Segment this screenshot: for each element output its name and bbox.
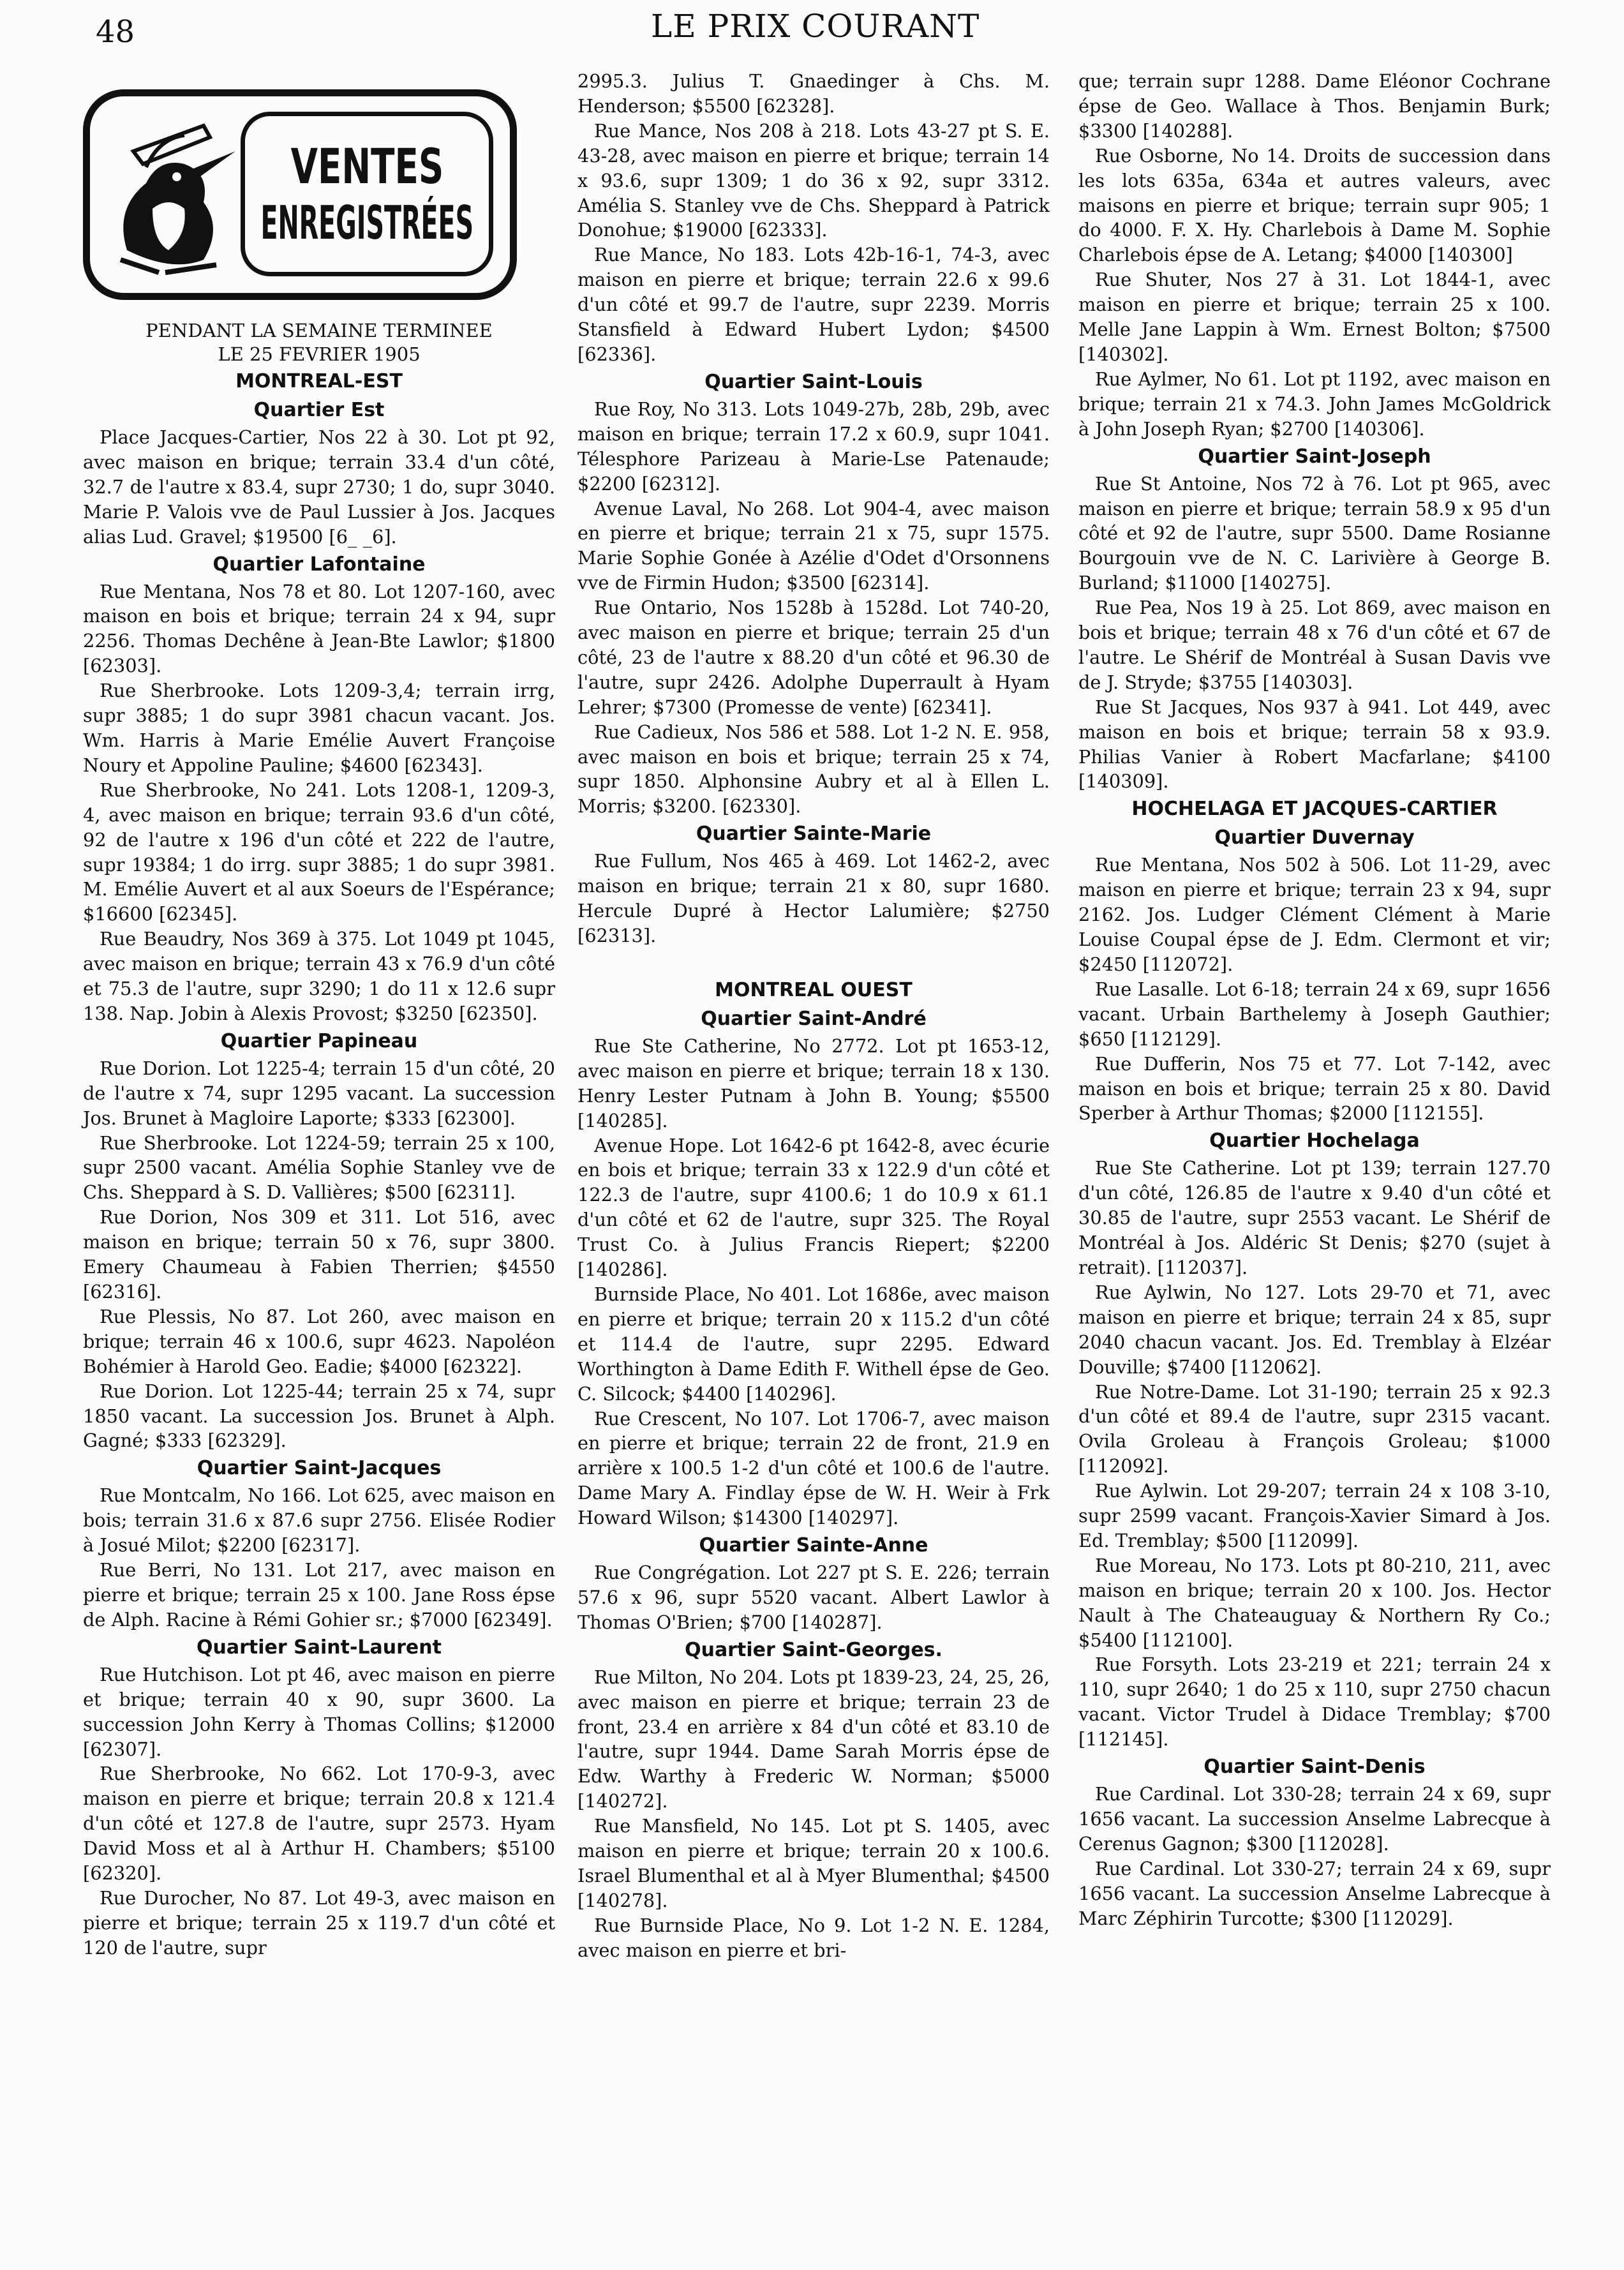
section-heading: Quartier Saint-Georges.: [685, 1638, 942, 1661]
column-3: [1078, 69, 1551, 1931]
section-heading: Quartier Sainte-Anne: [699, 1534, 928, 1557]
section-heading: Quartier Papineau: [220, 1029, 418, 1052]
sale-entry: Rue Congrégation. Lot 227 pt S. E. 226; terrain 57.6 x 96, supr 5520 vacant. Albert Lawlor à Thomas O'Brien; $700 [140287].: [577, 1562, 1050, 1633]
section-heading: Quartier Saint-Jacques: [197, 1457, 442, 1480]
sale-entry: Rue St Jacques, Nos 937 à 941. Lot 449, avec maison en bois et brique; terrain 58 x 93.9. Philias Vanier à Robert Macfarlane; $4100 [140309].: [1078, 696, 1551, 793]
sale-entry: Rue Cadieux, Nos 586 et 588. Lot 1-2 N. E. 958, avec maison en bois et brique; terrain 25 x 74, supr 1850. Alphonsine Aubry et al à Ellen L. Morris; $3200. [62330].: [577, 721, 1050, 818]
penguin-illustration-icon: [108, 113, 242, 279]
section-heading: Quartier Saint-Denis: [1203, 1756, 1426, 1779]
sale-entry: Rue Montcalm, No 166. Lot 625, avec maison en bois; terrain 31.6 x 87.6 supr 2756. Elisée Rodier à Josué Milot; $2200 [62317].: [83, 1484, 555, 1557]
sale-entry: Rue Notre-Dame. Lot 31-190; terrain 25 x 92.3 d'un côté et 89.4 de l'autre, supr 2315 vacant. Ovila Groleau à François Groleau; $1000 [112092].: [1078, 1380, 1551, 1477]
sale-entry: Avenue Laval, No 268. Lot 904-4, avec maison en pierre et brique; terrain 21 x 75, supr 1575. Marie Sophie Gonée à Azélie d'Odet d'Orsonnens vve de Firmin Hudon; $3500 [62314].: [577, 497, 1050, 594]
sale-entry: Rue Plessis, No 87. Lot 260, avec maison en brique; terrain 46 x 100.6, supr 4623. Napoléon Bohémier à Harold Geo. Eadie; $4000 [62322].: [83, 1305, 555, 1377]
sale-entry: Rue Sherbrooke. Lot 1224-59; terrain 25 x 100, supr 2500 vacant. Amélia Sophie Stanley vve de Chs. Sheppard à S. D. Vallières; $500 [62311].: [83, 1131, 555, 1204]
running-head: LE PRIX COURANT: [651, 8, 980, 45]
sale-entry: Rue Cardinal. Lot 330-27; terrain 24 x 69, supr 1656 vacant. La succession Anselme Labrecque à Marc Zéphirin Turcotte; $300 [112029].: [1078, 1857, 1551, 1929]
sale-entry: Rue Ste Catherine. Lot pt 139; terrain 127.70 d'un côté, 126.85 de l'autre x 9.40 d'un côté et 30.85 de l'autre, supr 2553 vacant. Le Shérif de Montréal à Jos. Aldéric St Denis; $270 (sujet à retrait). [112037].: [1078, 1157, 1551, 1278]
sale-entry: que; terrain supr 1288. Dame Eléonor Cochrane épse de Geo. Wallace à Thos. Benjamin Burk; $3300 [140288].: [1078, 70, 1551, 142]
ventes-logo-frame: [241, 112, 493, 276]
sale-entry: Rue Aylwin. Lot 29-207; terrain 24 x 108 3-10, supr 2599 vacant. François-Xavier Simard à Jos. Ed. Tremblay; $500 [112099].: [1078, 1480, 1551, 1551]
section-heading: MONTREAL-EST: [235, 370, 403, 392]
sale-entry: Rue Lasalle. Lot 6-18; terrain 24 x 69, supr 1656 vacant. Urbain Barthelemy à Joseph Gauthier; $650 [112129].: [1078, 978, 1551, 1050]
sale-entry: Place Jacques-Cartier, Nos 22 à 30. Lot pt 92, avec maison en brique; terrain 33.4 d'un côté, 32.7 de l'autre x 83.4, supr 2730; 1 do, supr 3040. Marie P. Valois vve de Paul Lussier à Jos. Jacques alias Lud. Gravel; $19500 [6_ _6].: [83, 426, 555, 548]
sale-entry: Rue Sherbrooke, No 662. Lot 170-9-3, avec maison en pierre et brique; terrain 20.8 x 121.4 d'un côté et 127.8 de l'autre, supr 2573. Hyam David Moss et al à Arthur H. Chambers; $5100 [62320].: [83, 1763, 555, 1885]
sale-entry: Rue Forsyth. Lots 23-219 et 221; terrain 24 x 110, supr 2640; 1 do 25 x 110, supr 2750 chacun vacant. Victor Trudel à Didace Tremblay; $700 [112145].: [1078, 1654, 1551, 1751]
sale-entry: Rue Fullum, Nos 465 à 469. Lot 1462-2, avec maison en brique; terrain 21 x 80, supr 1680. Hercule Dupré à Hector Lalumière; $2750 [62313].: [577, 850, 1050, 946]
section-heading: Quartier Lafontaine: [212, 553, 426, 576]
sale-entry: Rue Sherbrooke, No 241. Lots 1208-1, 1209-3, 4, avec maison en brique; terrain 93.6 d'un côté, 92 de l'autre x 196 d'un côté et 222 de l'autre, supr 19384; 1 do irrg. supr 3885; 1 do supr 3981. M. Emélie Auvert et al aux Soeurs de l'Espérance; $16600 [62345].: [83, 779, 555, 925]
column-1: [83, 89, 555, 1960]
sale-entry: Rue Durocher, No 87. Lot 49-3, avec maison en pierre et brique; terrain 25 x 119.7 d'un côté et 120 de l'autre, supr: [83, 1886, 555, 1959]
sale-entry: Rue Mansfield, No 145. Lot pt S. 1405, avec maison en pierre et brique; terrain 20 x 100.6. Israel Blumenthal et al à Myer Blumenthal; $4500 [140278].: [577, 1815, 1050, 1911]
column-2: [577, 69, 1050, 1963]
sale-entry: Rue Milton, No 204. Lots pt 1839-23, 24, 25, 26, avec maison en pierre et brique; terrain 23 de front, 23.4 en arrière x 84 d'un côté et 83.10 de l'autre, supr 1944. Dame Sarah Morris épse de Edw. Warthy à Frederic W. Norman; $5000 [140272].: [577, 1666, 1050, 1812]
sale-entry: Avenue Hope. Lot 1642-6 pt 1642-8, avec écurie en bois et brique; terrain 33 x 122.9 d'un côté et 122.3 de l'autre, supr 4100.6; 1 do 10.9 x 61.1 d'un côté et 62 de l'autre, supr 325. The Royal Trust Co. à Julius Francis Riepert; $2200 [140286].: [577, 1134, 1050, 1281]
sale-entry: Rue Mance, No 183. Lots 42b-16-1, 74-3, avec maison en pierre et brique; terrain 22.6 x 99.6 d'un côté et 99.7 de l'autre, supr 2239. Morris Stansfield à Edward Hubert Lydon; $4500 [62336].: [577, 244, 1050, 365]
sale-entry: Rue Berri, No 131. Lot 217, avec maison en pierre et brique; terrain 25 x 100. Jane Ross épse de Alph. Racine à Rémi Gohier sr.; $7000 [62349].: [83, 1559, 555, 1631]
sale-entry: Rue Dorion. Lot 1225-4; terrain 15 d'un côté, 20 de l'autre x 74, supr 1295 vacant. La succession Jos. Brunet à Magloire Laporte; $333 [62300].: [83, 1057, 555, 1129]
sale-entry: Rue Ste Catherine, No 2772. Lot pt 1653-12, avec maison en pierre et brique; terrain 18 x 130. Henry Lester Putnam à John B. Young; $5500 [140285].: [577, 1034, 1050, 1131]
sale-entry: Rue Shuter, Nos 27 à 31. Lot 1844-1, avec maison en pierre et brique; terrain 25 x 100. Melle Jane Lappin à Wm. Ernest Bolton; $7500 [140302].: [1078, 269, 1551, 365]
section-heading: Quartier Saint-André: [701, 1007, 927, 1030]
section-heading: Quartier Saint-Louis: [704, 370, 923, 393]
section-heading: Quartier Est: [253, 399, 385, 421]
sale-entry: Rue Pea, Nos 19 à 25. Lot 869, avec maison en bois et brique; terrain 48 x 76 d'un côté et 67 de l'autre. Le Shérif de Montréal à Susan Davis vve de J. Stryde; $3755 [140303].: [1078, 597, 1551, 693]
sale-entry: Rue Beaudry, Nos 369 à 375. Lot 1049 pt 1045, avec maison en brique; terrain 43 x 76.9 d'un côté et 75.3 de l'autre, supr 3290; 1 do 11 x 12.6 supr 138. Nap. Jobin à Alexis Provost; $3250 [62350].: [83, 928, 555, 1024]
sale-entry: Burnside Place, No 401. Lot 1686e, avec maison en pierre et brique; terrain 20 x 115.2 d'un côté et 114.4 de l'autre, supr 2295. Edward Worthington à Dame Edith F. Withell épse de Geo. C. Silcock; $4400 [140296].: [577, 1283, 1050, 1405]
intro-date: LE 25 FEVRIER 1905: [218, 343, 421, 365]
ventes-logo: [83, 89, 517, 300]
sale-entry: Rue Mance, Nos 208 à 218. Lots 43-27 pt S. E. 43-28, avec maison en pierre et brique; terrain 14 x 93.6, supr 1309; 1 do 36 x 92, supr 3312. Amélia S. Stanley vve de Chs. Sheppard à Patrick Donohue; $19000 [62333].: [577, 119, 1050, 241]
sale-entry: Rue Roy, No 313. Lots 1049-27b, 28b, 29b, avec maison en brique; terrain 17.2 x 60.9, supr 1041. Télesphore Parizeau à Marie-Lse Patenaude; $2200 [62312].: [577, 398, 1050, 495]
section-heading: Quartier Saint-Joseph: [1198, 445, 1431, 468]
sale-entry: Rue Aylwin, No 127. Lots 29-70 et 71, avec maison en pierre et brique; terrain 24 x 85, supr 2040 chacun vacant. Jos. Ed. Tremblay à Elzéar Douville; $7400 [112062].: [1078, 1281, 1551, 1378]
logo-title: VENTES: [290, 138, 443, 195]
sale-entry: Rue St Antoine, Nos 72 à 76. Lot pt 965, avec maison en pierre et brique; terrain 58.9 x 95 d'un côté et 92 de l'autre, supr 5500. Dame Rosianne Bourgouin vve de N. C. Larivière à George B. Burland; $11000 [140275].: [1078, 472, 1551, 594]
page-number: 48: [96, 14, 135, 50]
sale-entry: Rue Ontario, Nos 1528b à 1528d. Lot 740-20, avec maison en pierre et brique; terrain 25 d'un côté, 23 de l'autre x 88.20 d'un côté et 96.30 de l'autre, supr 2426. Adolphe Duperrault à Hyam Lehrer; $7300 (Promesse de vente) [62341].: [577, 597, 1050, 718]
sale-entry: Rue Aylmer, No 61. Lot pt 1192, avec maison en brique; terrain 21 x 74.3. John James McGoldrick à John Joseph Ryan; $2700 [140306].: [1078, 368, 1551, 440]
sale-entry: Rue Mentana, Nos 78 et 80. Lot 1207-160, avec maison en bois et brique; terrain 24 x 94, supr 2256. Thomas Dechêne à Jean-Bte Lawlor; $1800 [62303].: [83, 580, 555, 677]
sale-entry: Rue Burnside Place, No 9. Lot 1-2 N. E. 1284, avec maison en pierre et bri-: [577, 1914, 1050, 1961]
sale-entry: Rue Dorion, Nos 309 et 311. Lot 516, avec maison en brique; terrain 50 x 76, supr 3800. Emery Chaumeau à Fabien Therrien; $4550 [62316].: [83, 1206, 555, 1303]
sale-entry: 2995.3. Julius T. Gnaedinger à Chs. M. Henderson; $5500 [62328].: [577, 70, 1050, 117]
section-heading: Quartier Duvernay: [1214, 826, 1415, 849]
section-heading: HOCHELAGA ET JACQUES-CARTIER: [1131, 798, 1498, 821]
sale-entry: Rue Mentana, Nos 502 à 506. Lot 11-29, avec maison en pierre et brique; terrain 23 x 94, supr 2162. Jos. Ludger Clément Clément à Marie Louise Coupal épse de J. Edm. Clermont et vir; $2450 [112072].: [1078, 854, 1551, 975]
sale-entry: Rue Sherbrooke. Lots 1209-3,4; terrain irrg, supr 3885; 1 do supr 3981 chacun vacant. Jos. Wm. Harris à Marie Emélie Auvert Françoise Noury et Appoline Pauline; $4600 [62343].: [83, 680, 555, 776]
section-heading: Quartier Saint-Laurent: [197, 1636, 442, 1659]
sale-entry: Rue Osborne, No 14. Droits de succession dans les lots 635a, 634a et autres valeurs, avec maisons en pierre et brique; terrain supr 905; 1 do 4000. F. X. Hy. Charlebois à Dame M. Sophie Charlebois épse de A. Letang; $4000 [140300]: [1078, 144, 1551, 266]
sale-entry: Rue Hutchison. Lot pt 46, avec maison en pierre et brique; terrain 40 x 90, supr 3600. La succession John Kerry à Thomas Collins; $12000 [62307].: [83, 1663, 555, 1760]
sale-entry: Rue Dorion. Lot 1225-44; terrain 25 x 74, supr 1850 vacant. La succession Jos. Brunet à Alph. Gagné; $333 [62329].: [83, 1380, 555, 1452]
logo-subtitle: ENREGISTRÉES: [260, 196, 473, 250]
sale-entry: Rue Moreau, No 173. Lots pt 80-210, 211, avec maison en brique; terrain 20 x 100. Jos. Hector Nault à The Chateauguay & Northern Ry Co.; $5400 [112100].: [1078, 1554, 1551, 1651]
sale-entry: Rue Cardinal. Lot 330-28; terrain 24 x 69, supr 1656 vacant. La succession Anselme Labrecque à Cerenus Gagnon; $300 [112028].: [1078, 1783, 1551, 1855]
section-heading: MONTREAL OUEST: [715, 978, 913, 1001]
intro-line: PENDANT LA SEMAINE TERMINEE: [145, 320, 493, 341]
column-1-entries: [83, 368, 555, 1960]
section-heading: Quartier Hochelaga: [1209, 1130, 1420, 1153]
section-gap: [577, 948, 1050, 975]
sale-entry: Rue Dufferin, Nos 75 et 77. Lot 7-142, avec maison en bois et brique; terrain 25 x 80. David Sperber à Arthur Thomas; $2000 [112155].: [1078, 1052, 1551, 1124]
section-heading: Quartier Sainte-Marie: [696, 823, 932, 846]
sale-entry: Rue Crescent, No 107. Lot 1706-7, avec maison en pierre et brique; terrain 22 de front, 21.9 en arrière x 100.5 1-2 d'un côté et 100.6 de l'autre. Dame Mary A. Findlay épse de W. H. Weir à Frk Howard Wilson; $14300 [140297].: [577, 1407, 1050, 1529]
